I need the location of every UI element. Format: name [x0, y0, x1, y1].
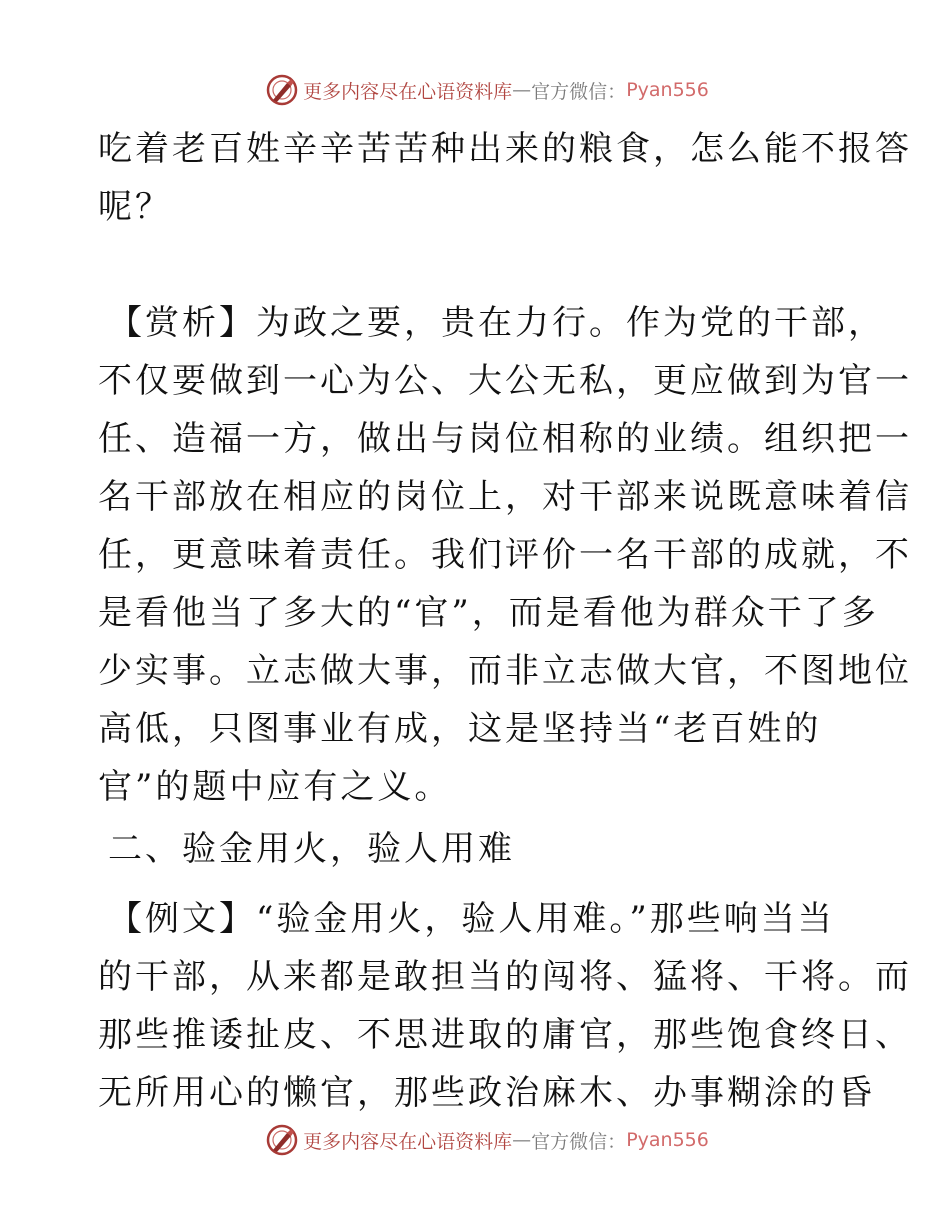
text-line: 【赏析】为政之要，贵在力行。作为党的干部， [108, 303, 885, 343]
watermark-main-text: 更多内容尽在心语资料库 [303, 80, 513, 103]
pen-logo-icon [265, 1123, 299, 1157]
watermark-main-text: 更多内容尽在心语资料库 [303, 1130, 513, 1153]
section-heading: 二、验金用火，验人用难 [108, 829, 515, 869]
pen-logo-icon [265, 73, 299, 107]
text-line: 高低，只图事业有成，这是坚持当“老百姓的 [98, 709, 822, 749]
text-line: 不仅要做到一心为公、大公无私，更应做到为官一 [98, 361, 912, 401]
footer-watermark [0, 1122, 950, 1158]
watermark-separator: — [512, 1129, 532, 1151]
text-line: 是看他当了多大的“官”，而是看他为群众干了多 [98, 593, 879, 633]
watermark-official-label: 官方微信： [531, 1130, 627, 1153]
watermark-separator: — [512, 79, 532, 101]
text-line: 【例文】“验金用火，验人用难。”那些响当当 [108, 899, 835, 939]
text-line: 任，更意味着责任。我们评价一名干部的成就，不 [98, 535, 912, 575]
text-line: 少实事。立志做大事，而非立志做大官，不图地位 [98, 651, 912, 691]
watermark-group [265, 73, 709, 107]
text-line: 无所用心的懒官，那些政治麻木、办事糊涂的昏 [98, 1073, 875, 1113]
text-line: 吃着老百姓辛辛苦苦种出来的粮食，怎么能不报答 [98, 129, 912, 169]
document-body [98, 120, 912, 1122]
watermark-wechat-id: Pyan556 [626, 79, 709, 101]
watermark-group [265, 1123, 709, 1157]
watermark-wechat-id: Pyan556 [626, 1129, 709, 1151]
header-watermark [0, 72, 950, 108]
text-line: 官”的题中应有之义。 [98, 767, 452, 807]
text-line: 名干部放在相应的岗位上，对干部来说既意味着信 [98, 477, 912, 517]
text-line: 的干部，从来都是敢担当的闯将、猛将、干将。而 [98, 957, 912, 997]
blank-line [98, 236, 858, 294]
text-line: 任、造福一方，做出与岗位相称的业绩。组织把一 [98, 419, 912, 459]
watermark-official-label: 官方微信： [531, 80, 627, 103]
text-line: 那些推诿扯皮、不思进取的庸官，那些饱食终日、 [98, 1015, 912, 1055]
text-line: 呢？ [98, 187, 172, 227]
